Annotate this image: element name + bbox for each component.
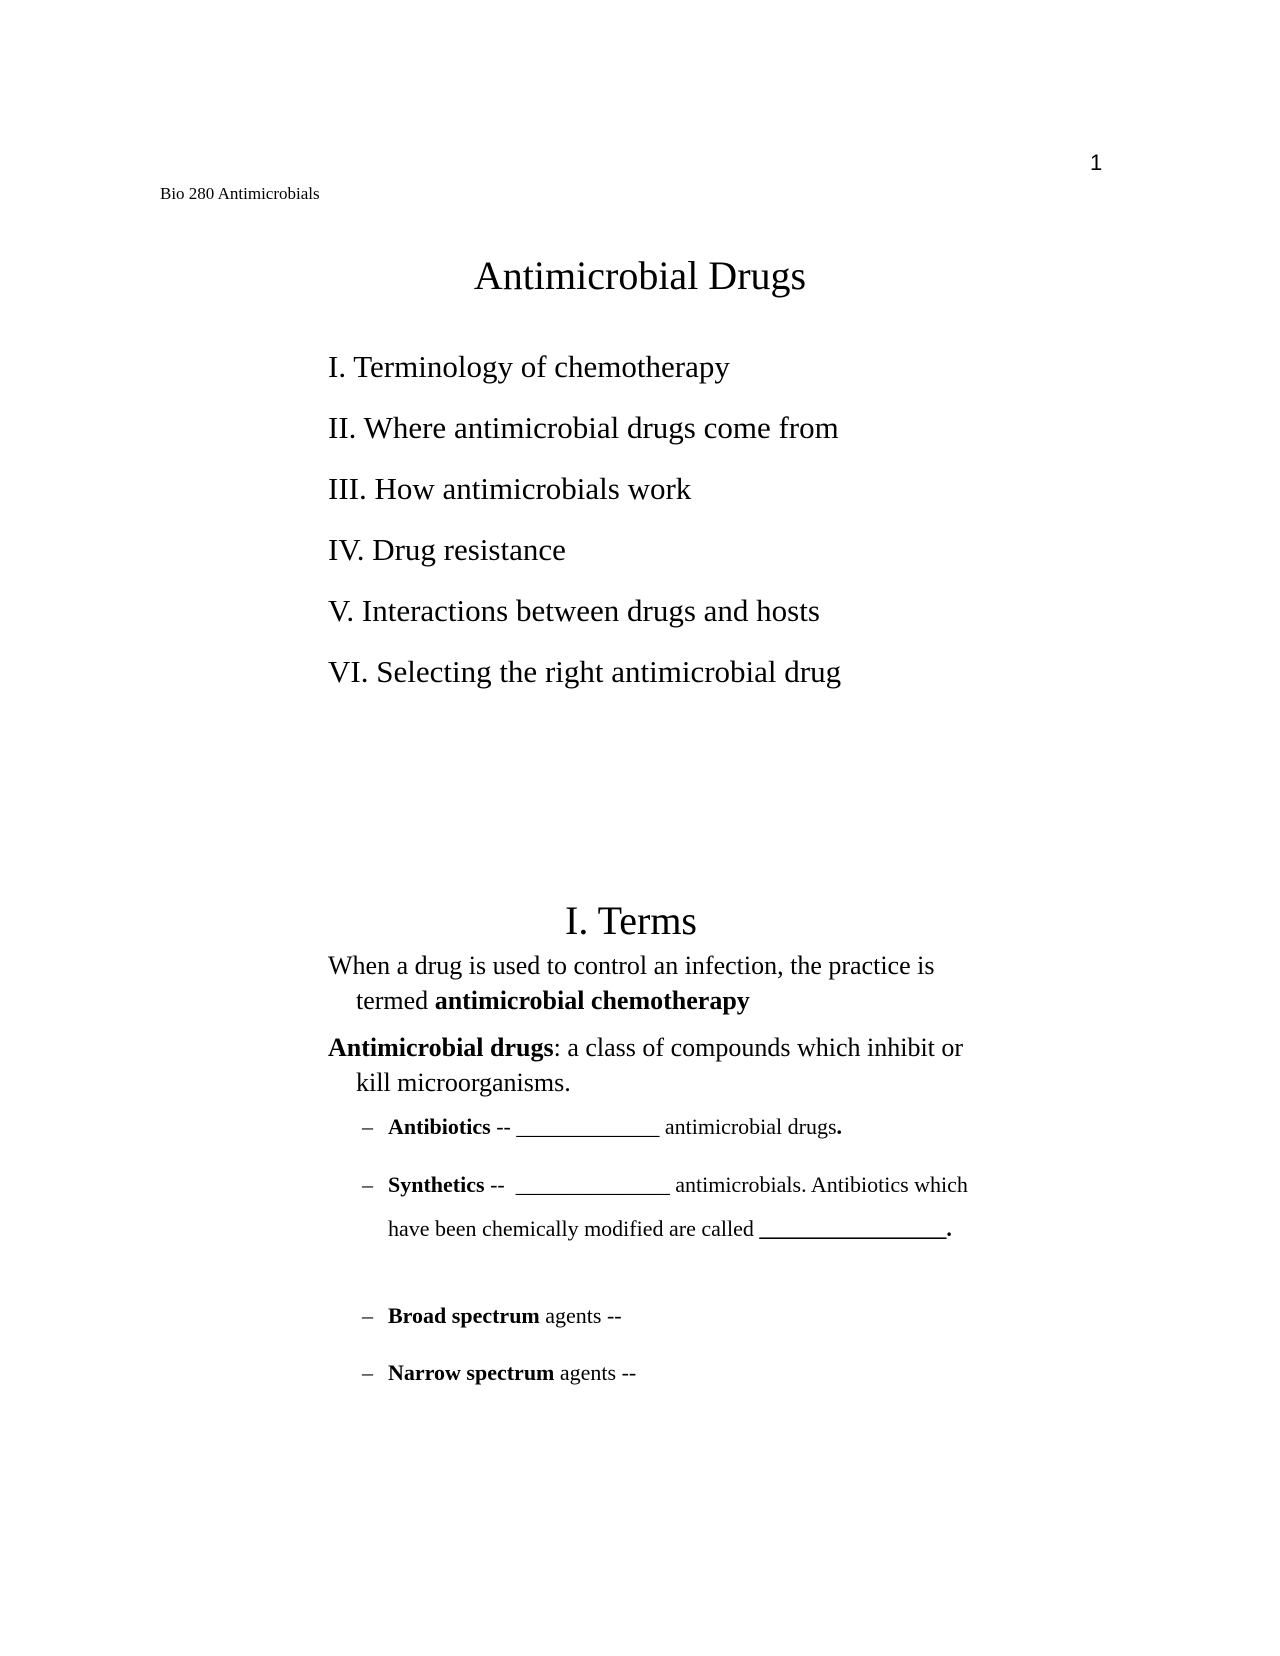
separator: -- <box>490 1114 517 1139</box>
outline-item-2: II. Where antimicrobial drugs come from <box>328 410 839 445</box>
page-number: 1 <box>1090 150 1103 175</box>
term-text: agents -- <box>554 1360 637 1385</box>
outline-item-5: V. Interactions between drugs and hosts <box>328 593 820 628</box>
list-item-synthetics <box>362 1163 982 1301</box>
topic-outline <box>328 347 841 713</box>
term-text: antimicrobials. <box>669 1172 807 1197</box>
period: . <box>946 1216 952 1241</box>
list-item-antibiotics <box>362 1112 982 1163</box>
definition-term: antimicrobial chemotherapy <box>434 986 750 1015</box>
outline-item-3: III. How antimicrobials work <box>328 471 692 506</box>
list-item-broad-spectrum <box>362 1301 982 1358</box>
chemotherapy-definition <box>328 948 996 1018</box>
separator: -- <box>484 1172 516 1197</box>
fill-blank: _____________ <box>516 1114 660 1139</box>
outline-item-4: IV. Drug resistance <box>328 532 566 567</box>
bullet-dash: – <box>362 1114 373 1139</box>
term-label: Synthetics <box>388 1172 485 1197</box>
outline-item-6: VI. Selecting the right antimicrobial drug <box>328 654 842 689</box>
term-label: Antibiotics <box>388 1114 491 1139</box>
bullet-dash: – <box>362 1172 373 1197</box>
modified-antibiotics-text: Antibiotics which have been chemically modified are called <box>388 1172 968 1241</box>
term-label: Narrow spectrum <box>388 1360 555 1385</box>
definition-term: Antimicrobial drugs <box>328 1033 554 1062</box>
outline-item-1: I. Terminology of chemotherapy <box>328 349 730 384</box>
term-text: antimicrobial drugs <box>659 1114 837 1139</box>
list-item-narrow-spectrum <box>362 1358 982 1388</box>
section-title: I. Terms <box>565 898 697 943</box>
definition-text: : a class of compounds which inhibit or kill microorganisms. <box>356 1033 964 1097</box>
bullet-dash: – <box>362 1360 373 1385</box>
bullet-dash: – <box>362 1303 373 1328</box>
definition-text: When a drug is used to control an infection, the practice is termed <box>328 951 935 1015</box>
fill-blank: ______________ <box>515 1172 670 1197</box>
period: . <box>836 1114 843 1139</box>
course-header: Bio 280 Antimicrobials <box>160 184 320 203</box>
term-list <box>362 1112 982 1388</box>
term-text: agents -- <box>539 1303 622 1328</box>
antimicrobial-drugs-definition <box>328 1030 996 1100</box>
term-label: Broad spectrum <box>388 1303 540 1328</box>
fill-blank: _________________ <box>759 1216 947 1241</box>
document-title: Antimicrobial Drugs <box>473 253 807 298</box>
